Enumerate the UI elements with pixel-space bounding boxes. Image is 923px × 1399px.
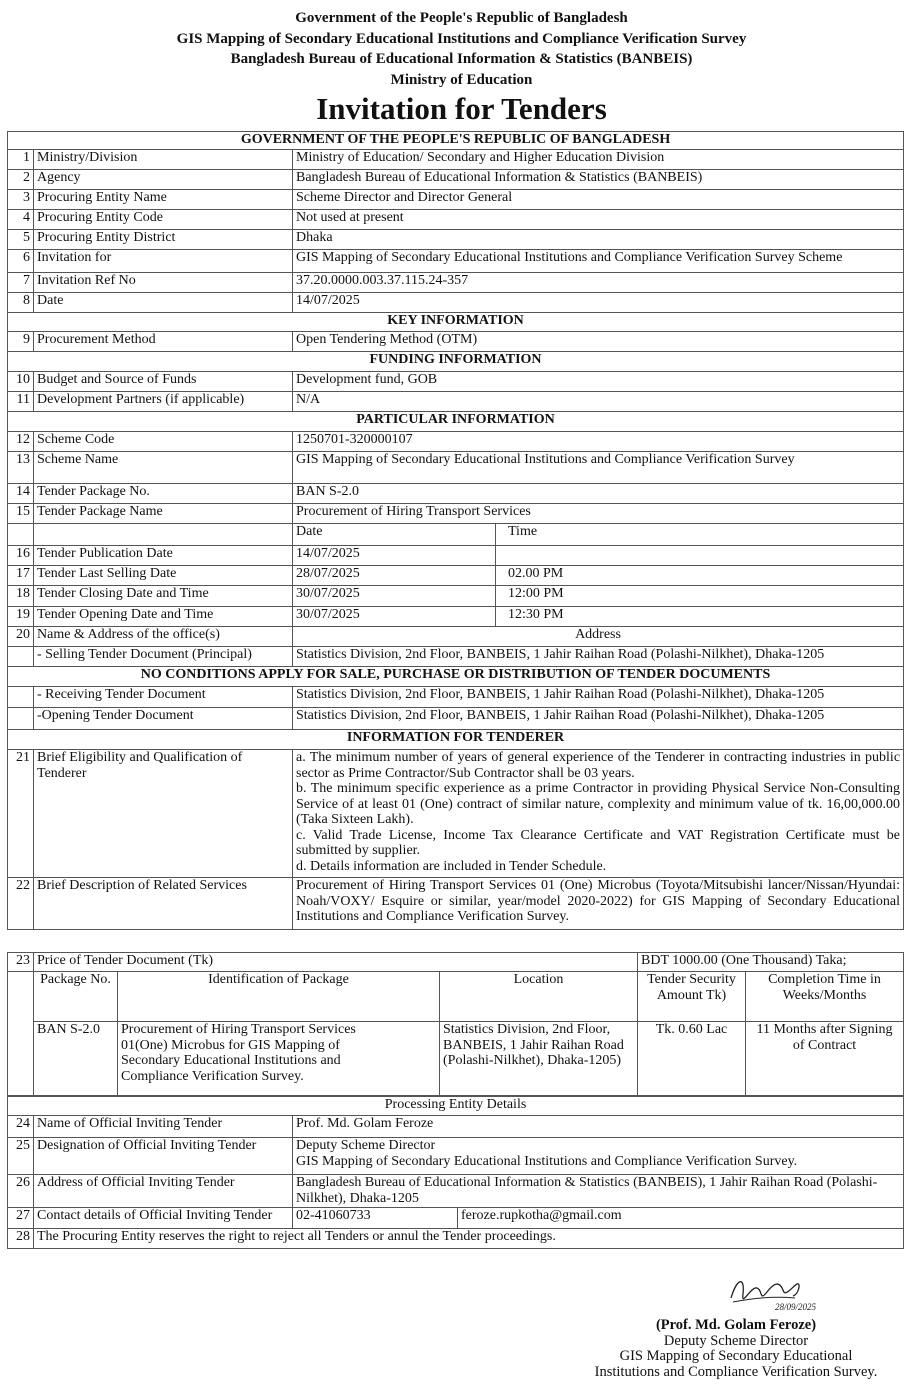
section-heading: Processing Entity Details [8,1097,904,1116]
row-label: Procurement Method [34,332,293,352]
table-row [8,230,904,250]
row-number: 11 [8,392,34,412]
package-completion: 11 Months after Signing of Contract [746,1022,904,1096]
row-number: 6 [8,250,34,273]
table-row [8,432,904,452]
row-value: BDT 1000.00 (One Thousand) Taka; [638,953,904,972]
section-heading: PARTICULAR INFORMATION [8,412,904,432]
table-row [8,504,904,524]
row-value: N/A [293,392,904,412]
package-table [7,952,904,1096]
row-label: Address of Official Inviting Tender [34,1175,293,1208]
row-label: -Opening Tender Document [34,708,293,730]
row-date: 14/07/2025 [293,546,496,566]
row-number: 18 [8,586,34,607]
row-number: 14 [8,484,34,504]
row-number: 19 [8,607,34,627]
row-label: Name & Address of the office(s) [34,627,293,647]
row-number: 22 [8,878,34,930]
row-number: 10 [8,372,34,392]
row-label: Tender Publication Date [34,546,293,566]
main-table [7,131,904,930]
row-value: Ministry of Education/ Secondary and Higher Education Division [293,150,904,170]
signature-date: 28/09/2025 [775,1302,817,1312]
table-row [8,250,904,273]
row-number: 1 [8,150,34,170]
location-header: Location [440,972,638,1022]
section-row [8,412,904,432]
signature-block [571,1262,901,1380]
row-value: Statistics Division, 2nd Floor, BANBEIS, 1 Jahir Raihan Road (Polashi-Nilkhet), Dhaka-1205 [293,647,904,667]
row-number: 21 [8,750,34,878]
contact-email: feroze.rupkotha@gmail.com [458,1208,904,1229]
table-row [8,1138,904,1175]
row-value: 1250701-320000107 [293,432,904,452]
package-no: BAN S-2.0 [34,1022,118,1096]
time-column-header: Time [496,524,904,546]
table-row [8,332,904,352]
row-label: - Receiving Tender Document [34,687,293,708]
row-date: 28/07/2025 [293,566,496,586]
row-label: Designation of Official Inviting Tender [34,1138,293,1175]
row-value: Bangladesh Bureau of Educational Information & Statistics (BANBEIS) [293,170,904,190]
section-row [8,667,904,687]
section-row [8,730,904,750]
table-row [8,627,904,647]
row-label: Tender Opening Date and Time [34,607,293,627]
row-date: 30/07/2025 [293,586,496,607]
table-row [8,607,904,627]
row-label: Tender Closing Date and Time [34,586,293,607]
row-value: Statistics Division, 2nd Floor, BANBEIS, 1 Jahir Raihan Road (Polashi-Nilkhet), Dhaka-1205 [293,708,904,730]
table-row [8,878,904,930]
row-number: 25 [8,1138,34,1175]
identification-header: Identification of Package [118,972,440,1022]
table-row [8,372,904,392]
table-row [8,150,904,170]
contact-phone: 02-41060733 [293,1208,458,1229]
row-label: Invitation for [34,250,293,273]
signatory-project-line1: GIS Mapping of Secondary Educational [619,1348,853,1364]
table-row [8,1229,904,1249]
table-row [8,190,904,210]
row-value: Address [293,627,904,647]
row-label: Agency [34,170,293,190]
processing-table [7,1096,904,1249]
row-number: 12 [8,432,34,452]
row-label: Date [34,293,293,313]
row-value: Not used at present [293,210,904,230]
row-label: Scheme Code [34,432,293,452]
table-row [8,647,904,667]
signatory-project-line2: Institutions and Compliance Verification Survey. [594,1363,878,1380]
row-time: 12:30 PM [496,607,904,627]
row-time [496,546,904,566]
row-number: 13 [8,452,34,484]
table-row [8,546,904,566]
table-row [8,1208,904,1229]
table-row [8,1175,904,1208]
section-heading: FUNDING INFORMATION [8,352,904,372]
date-time-header-row [8,524,904,546]
designation-project: GIS Mapping of Secondary Educational Institutions and Compliance Verification Survey. [296,1153,798,1169]
table-row [8,953,904,972]
row-number: 23 [8,953,34,972]
table-row [8,586,904,607]
row-number: 2 [8,170,34,190]
section-row [8,313,904,332]
row-time: 12:00 PM [496,586,904,607]
table-row [8,210,904,230]
row-number: 7 [8,273,34,293]
row-date: 30/07/2025 [293,607,496,627]
row-label: Scheme Name [34,452,293,484]
section-row [8,132,904,150]
table-row [8,1116,904,1138]
row-label: Tender Package No. [34,484,293,504]
row-value: Procurement of Hiring Transport Services 01 (One) Microbus (Toyota/Mitsubishi lancer/Nissan/Hyundai: Noah/VOXY/ Esquire or similar, year/model 2020-2022) for GIS Mapping of Secondary Educational Institutions and Compliance Verification Survey. [293,878,904,930]
row-label: Price of Tender Document (Tk) [34,953,638,972]
table-row [8,170,904,190]
row-number: 5 [8,230,34,250]
section-heading: GOVERNMENT OF THE PEOPLE'S REPUBLIC OF BANGLADESH [8,132,904,150]
row-value: Bangladesh Bureau of Educational Information & Statistics (BANBEIS), 1 Jahir Raihan Road (Polashi-Nilkhet), Dhaka-1205 [293,1175,904,1208]
row-value: Development fund, GOB [293,372,904,392]
row-value: Dhaka [293,230,904,250]
section-heading: INFORMATION FOR TENDERER [8,730,904,750]
row-label: Budget and Source of Funds [34,372,293,392]
row-value: 37.20.0000.003.37.115.24-357 [293,273,904,293]
row-number: 16 [8,546,34,566]
row-value: GIS Mapping of Secondary Educational Institutions and Compliance Verification Survey Scheme [293,250,904,273]
header-line-ministry: Ministry of Education [390,71,533,88]
security-header: Tender Security Amount Tk) [638,972,746,1022]
criterion-c: c. Valid Trade License, Income Tax Clearance Certificate and VAT Registration Certificate must be submitted by supplier. [296,827,901,858]
package-identification: Procurement of Hiring Transport Services 01(One) Microbus for GIS Mapping of Secondary Educational Institutions and Compliance Verification Survey. [118,1022,440,1096]
package-row [8,1022,904,1096]
row-value: Open Tendering Method (OTM) [293,332,904,352]
row-label: Name of Official Inviting Tender [34,1116,293,1138]
row-value: BAN S-2.0 [293,484,904,504]
designation-title: Deputy Scheme Director [296,1138,436,1153]
row-number: 20 [8,627,34,647]
section-heading: KEY INFORMATION [8,313,904,332]
row-number: 24 [8,1116,34,1138]
date-column-header: Date [293,524,496,546]
header-line-bureau: Bangladesh Bureau of Educational Information & Statistics (BANBEIS) [230,51,693,67]
package-location: Statistics Division, 2nd Floor, BANBEIS, 1 Jahir Raihan Road (Polashi-Nilkhet), Dhaka-1205) [440,1022,638,1096]
row-label: Procuring Entity Code [34,210,293,230]
signatory-name: (Prof. Md. Golam Feroze) [655,1317,817,1333]
row-number: 15 [8,504,34,524]
row-label: Ministry/Division [34,150,293,170]
row-value: GIS Mapping of Secondary Educational Institutions and Compliance Verification Survey [293,452,904,484]
row-number: 27 [8,1208,34,1229]
row-label: Procuring Entity Name [34,190,293,210]
package-header-row [8,972,904,1022]
page-title: Invitation for Tenders [316,91,607,126]
header-line-project: GIS Mapping of Secondary Educational Institutions and Compliance Verification Survey [176,30,747,47]
row-number: 17 [8,566,34,586]
table-row [8,273,904,293]
criterion-d: d. Details information are included in Tender Schedule. [296,858,607,874]
eligibility-criteria [293,750,904,878]
section-heading: NO CONDITIONS APPLY FOR SALE, PURCHASE OR DISTRIBUTION OF TENDER DOCUMENTS [8,667,904,687]
row-value [293,1138,904,1175]
table-row [8,566,904,586]
row-label: Brief Description of Related Services [34,878,293,930]
table-row [8,687,904,708]
row-label: Tender Package Name [34,504,293,524]
row-number: 8 [8,293,34,313]
table-row [8,392,904,412]
header [0,0,923,127]
table-row [8,484,904,504]
row-value: Scheme Director and Director General [293,190,904,210]
row-label: Development Partners (if applicable) [34,392,293,412]
table-row [8,750,904,878]
signatory-designation: Deputy Scheme Director [663,1332,809,1349]
row-label: Invitation Ref No [34,273,293,293]
row-value: The Procuring Entity reserves the right to reject all Tenders or annul the Tender proceedings. [34,1229,904,1249]
row-time: 02.00 PM [496,566,904,586]
package-security: Tk. 0.60 Lac [638,1022,746,1096]
row-value: Prof. Md. Golam Feroze [293,1116,904,1138]
row-number: 26 [8,1175,34,1208]
row-number: 9 [8,332,34,352]
row-label: Contact details of Official Inviting Tender [34,1208,293,1229]
row-value: Statistics Division, 2nd Floor, BANBEIS, 1 Jahir Raihan Road (Polashi-Nilkhet), Dhaka-1205 [293,687,904,708]
row-label: - Selling Tender Document (Principal) [34,647,293,667]
completion-header: Completion Time in Weeks/Months [746,972,904,1022]
section-row [8,352,904,372]
criterion-a: a. The minimum number of years of general experience of the Tenderer in contracting industries in public sector as Prime Contractor/Sub Contractor shall be 03 years. [296,750,901,781]
criterion-b: b. The minimum specific experience as a prime Contractor in providing Physical Service Non-Consulting Service of at least 01 (One) contract of similar nature, complexity and minimum value of tk. 16,00,000.00 (Taka Sixteen Lakh). [296,781,901,827]
row-label: Procuring Entity District [34,230,293,250]
row-value: Procurement of Hiring Transport Services [293,504,904,524]
row-label: Brief Eligibility and Qualification of Tenderer [34,750,293,878]
package-no-header: Package No. [34,972,118,1022]
header-line-government: Government of the People's Republic of Bangladesh [295,10,628,26]
table-row [8,293,904,313]
row-number: 4 [8,210,34,230]
section-row [8,1097,904,1116]
row-label: Tender Last Selling Date [34,566,293,586]
table-row [8,452,904,484]
row-value: 14/07/2025 [293,293,904,313]
table-row [8,708,904,730]
row-number: 3 [8,190,34,210]
row-number: 28 [8,1229,34,1249]
